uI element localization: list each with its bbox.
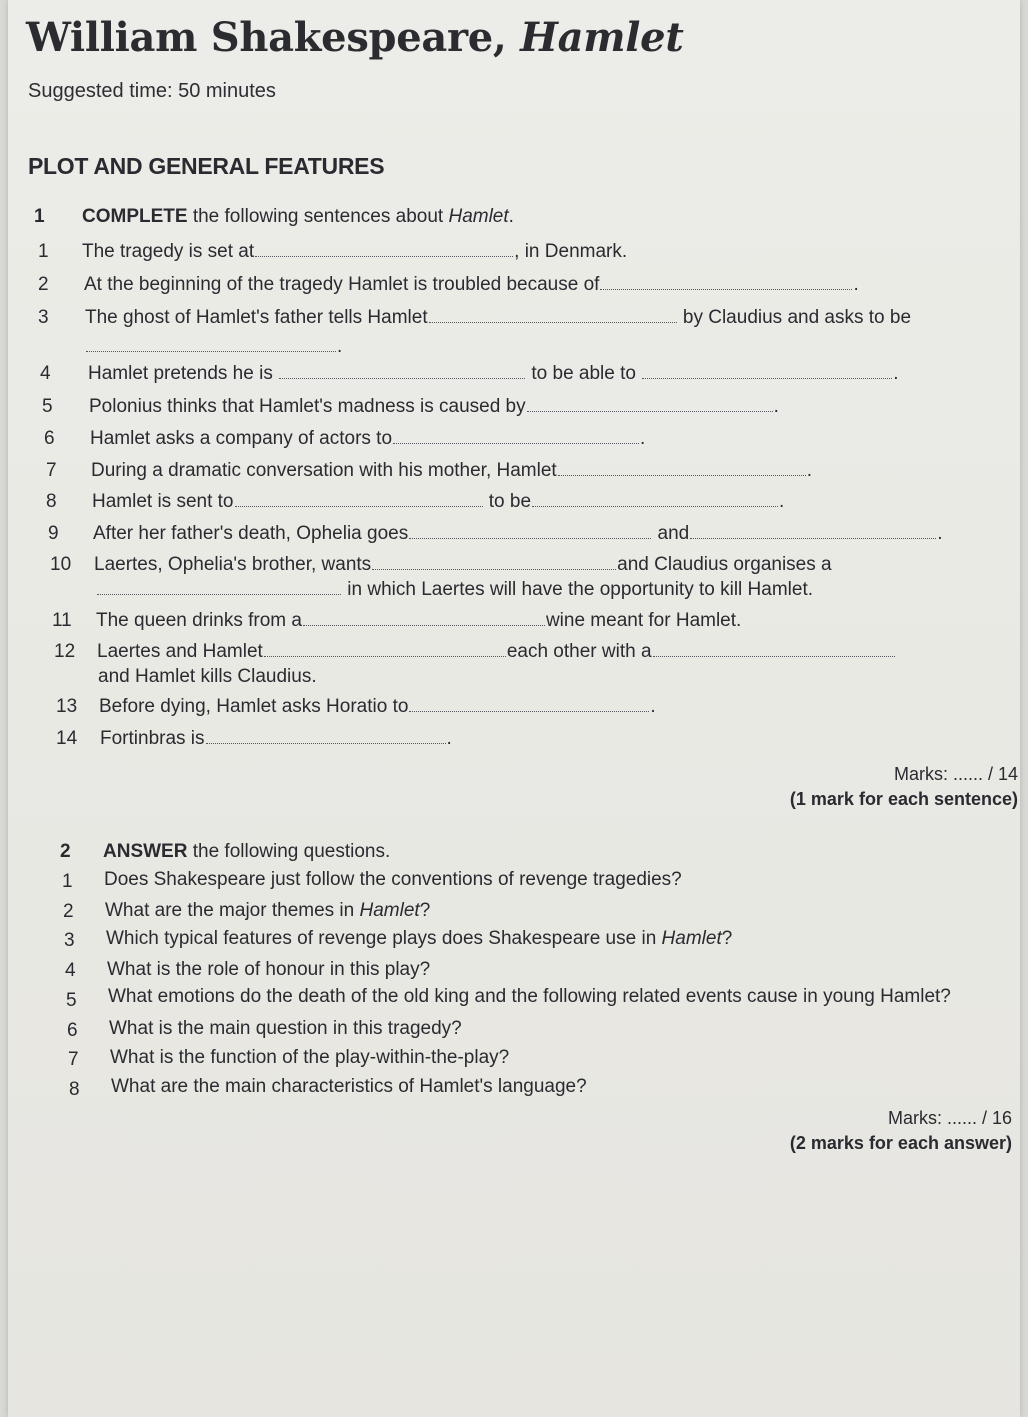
item-number: 7 bbox=[46, 460, 57, 481]
blank-field[interactable] bbox=[558, 474, 806, 476]
item-number: 12 bbox=[54, 641, 76, 662]
marks-score: Marks: ...... / 14 bbox=[893, 764, 1018, 784]
marks-exercise-2 bbox=[790, 1108, 1012, 1154]
exercise-2-number: 2 bbox=[60, 841, 71, 862]
sentence-1: The tragedy is set at , in Denmark. bbox=[82, 241, 628, 262]
blank-field[interactable] bbox=[393, 442, 639, 444]
question-number: 3 bbox=[64, 930, 75, 951]
title-author: William Shakespeare, bbox=[26, 14, 521, 61]
blank-field[interactable] bbox=[532, 505, 778, 507]
item-number: 2 bbox=[38, 274, 49, 295]
item-number: 13 bbox=[56, 696, 78, 717]
instruction-verb: COMPLETE bbox=[82, 206, 188, 227]
blank-field[interactable] bbox=[409, 710, 649, 712]
question-4: What is the role of honour in this play? bbox=[107, 959, 431, 980]
sentence-14: Fortinbras is . bbox=[100, 728, 452, 749]
sentence-7: During a dramatic conversation with his mother, Hamlet . bbox=[91, 460, 812, 481]
instruction-end: . bbox=[508, 206, 514, 227]
sentence-3: The ghost of Hamlet's father tells Hamlet by Claudius and asks to be bbox=[85, 307, 912, 328]
instruction-text: the following questions. bbox=[187, 841, 391, 862]
question-7: What is the function of the play-within-the-play? bbox=[110, 1047, 510, 1068]
item-number: 4 bbox=[40, 363, 51, 384]
question-number: 2 bbox=[63, 901, 74, 922]
item-number: 9 bbox=[48, 523, 59, 544]
blank-field[interactable] bbox=[255, 255, 513, 257]
blank-field[interactable] bbox=[409, 537, 651, 539]
item-number: 14 bbox=[56, 728, 78, 749]
blank-field[interactable] bbox=[206, 742, 446, 744]
sentence-10-continued: in which Laertes will have the opportunity to kill Hamlet. bbox=[96, 579, 813, 601]
sentence-3-continued: . bbox=[85, 336, 342, 358]
item-number: 6 bbox=[44, 428, 55, 449]
instruction-play: Hamlet bbox=[448, 206, 509, 227]
item-number: 11 bbox=[52, 610, 72, 631]
question-5: What emotions do the death of the old king and the following related events cause in young Hamlet? bbox=[108, 986, 951, 1007]
question-3: Which typical features of revenge plays does Shakespeare use in Hamlet? bbox=[106, 928, 733, 949]
marks-exercise-1 bbox=[790, 764, 1018, 810]
blank-field[interactable] bbox=[429, 321, 677, 323]
item-number: 3 bbox=[38, 307, 49, 328]
question-number: 8 bbox=[69, 1079, 80, 1100]
blank-field[interactable] bbox=[303, 624, 545, 626]
exercise-1-instruction bbox=[82, 206, 514, 228]
sentence-13: Before dying, Hamlet asks Horatio to . bbox=[99, 696, 656, 717]
item-number: 10 bbox=[50, 554, 72, 575]
item-number: 5 bbox=[42, 396, 53, 417]
section-heading: PLOT AND GENERAL FEATURES bbox=[28, 153, 385, 179]
worksheet-page bbox=[8, 0, 1020, 1417]
question-6: What is the main question in this tragedy? bbox=[109, 1018, 462, 1039]
sentence-8: Hamlet is sent to to be . bbox=[92, 491, 785, 512]
exercise-1-number: 1 bbox=[34, 206, 45, 227]
exercise-2-instruction bbox=[103, 841, 390, 863]
question-number: 5 bbox=[66, 990, 77, 1011]
blank-field[interactable] bbox=[600, 288, 852, 290]
page-title bbox=[26, 14, 684, 61]
blank-field[interactable] bbox=[86, 350, 336, 352]
blank-field[interactable] bbox=[235, 505, 483, 507]
blank-field[interactable] bbox=[653, 655, 895, 657]
sentence-2: At the beginning of the tragedy Hamlet is troubled because of . bbox=[84, 274, 859, 295]
marks-score: Marks: ...... / 16 bbox=[887, 1108, 1012, 1128]
blank-field[interactable] bbox=[642, 377, 892, 379]
blank-field[interactable] bbox=[690, 537, 936, 539]
blank-field[interactable] bbox=[97, 593, 341, 595]
sentence-10: Laertes, Ophelia's brother, wants and Claudius organises a bbox=[94, 554, 832, 575]
instruction-text: the following sentences about bbox=[187, 206, 449, 227]
marks-note: (2 marks for each answer) bbox=[789, 1133, 1012, 1153]
question-2: What are the major themes in Hamlet? bbox=[105, 900, 431, 921]
instruction-verb: ANSWER bbox=[103, 841, 188, 862]
question-number: 6 bbox=[67, 1020, 78, 1041]
item-number: 1 bbox=[38, 241, 49, 262]
blank-field[interactable] bbox=[264, 655, 506, 657]
question-number: 4 bbox=[65, 960, 76, 981]
item-number: 8 bbox=[46, 491, 57, 512]
marks-note: (1 mark for each sentence) bbox=[789, 789, 1018, 809]
question-8: What are the main characteristics of Hamlet's language? bbox=[111, 1076, 587, 1097]
question-number: 1 bbox=[62, 871, 73, 892]
suggested-time: Suggested time: 50 minutes bbox=[28, 80, 276, 102]
sentence-11: The queen drinks from a wine meant for Hamlet. bbox=[96, 610, 742, 631]
blank-field[interactable] bbox=[279, 377, 525, 379]
question-1: Does Shakespeare just follow the conventions of revenge tragedies? bbox=[104, 869, 682, 890]
blank-field[interactable] bbox=[372, 568, 616, 570]
sentence-12: Laertes and Hamlet each other with a bbox=[97, 641, 896, 663]
blank-field[interactable] bbox=[527, 410, 773, 412]
sentence-9: After her father's death, Ophelia goes and . bbox=[93, 523, 943, 544]
title-play: Hamlet bbox=[520, 14, 684, 61]
sentence-6: Hamlet asks a company of actors to . bbox=[90, 428, 646, 449]
question-number: 7 bbox=[68, 1049, 79, 1070]
sentence-12-continued: and Hamlet kills Claudius. bbox=[98, 666, 317, 687]
sentence-4: Hamlet pretends he is to be able to . bbox=[88, 363, 899, 384]
sentence-5: Polonius thinks that Hamlet's madness is caused by . bbox=[89, 396, 779, 417]
